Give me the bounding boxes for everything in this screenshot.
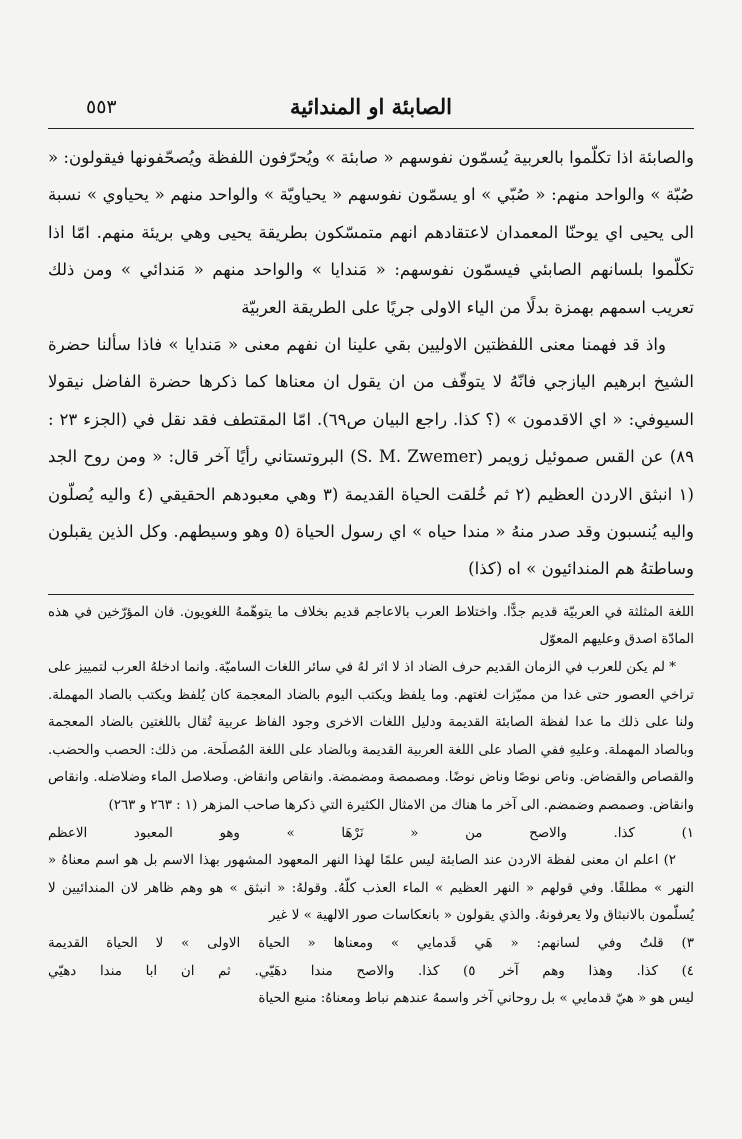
footnote-2: ٢) اعلم ان معنى لفظة الاردن عند الصابئة ليس علمًا لهذا النهر المعهود المشهور بهذا الاسم بل هو اسم معناهُ « النهر » مطلقًا. وفي قولهم « النهر العظيم » الماء العذب كلّهُ. وقولهُ: « انبثق » هو وهم ظاهر لان المندائيين لا يُسلّمون بالانبثاق ولا يعرفونهُ. والذي يقولون « بانعكاسات صور الالهية » لا غير: [48, 853, 694, 924]
footnotes: [48, 599, 694, 1013]
footnote-3: ٣) قلتُ وفي لسانهم: « هَي قَدمايي » ومعناها « الحياة الاولى » لا الحياة القديمة: [48, 936, 694, 951]
header-rule: [48, 128, 694, 129]
running-title: الصابئة او المندائية: [290, 94, 452, 119]
footnote-1: ١) كذا. والاصح من « نَرْهَا » وهو المعبود الاعظم: [48, 825, 694, 841]
main-text: [48, 139, 694, 588]
footnote-5-continued: ليس هو « هيّ قدمايي » بل روحاني آخر واسمهُ عندهم نباط ومعناهُ: منبع الحياة: [258, 991, 694, 1007]
footnotes-rule: [48, 594, 694, 595]
footnote-dad: * لم يكن للعرب في الزمان القديم حرف الضاد اذ لا اثر لهُ في سائر اللغات الساميّة. وانما ادخلهُ العرب لتمييز على تراخي العصور حتى غدا من مميّزات لغتهم. وما يلفظ ويكتب اليوم بالضاد المعجمة كان يُلفظ ويكتب بالصاد المهملة. ولنا على ذلك ما عدا لفظة الصابئة القديمة ودليل اللغات الاخرى وجود الفاظ عربية تُقال باللغتين بالضاد المعجمة وبالصاد المهملة. وعليهِ ففي الصاد على اللغة العربية القديمة وبالضاد على اللغة المُصلَحة. من ذلك: الحصب والحضب. والقصاص والقضاض. وناص نوصًا وناض نوضًا. ومصمصة ومضمضة. وانقاص وانقاض. وصلاصل الماء وضلاضله. وانقاص وانقاض. وصمصم وضمضم. الى آخر ما هناك من الامثال الكثيرة التي ذكرها صاحب المزهر (١ : ٢٦٣ و ٢٦٣): [48, 660, 694, 814]
footnote-continuation: اللغة المثلثة في العربيّة قديم جدًّا. واختلاط العرب بالاعاجم قديم بخلاف ما يتوهّمهُ اللغويون. فان المؤرّخين في هذه المادّة اصدق وعليهم المعوّل: [48, 604, 694, 648]
footnote-4-5: ٤) كذا. وهذا وهم آخر ٥) كذا. والاصح مندا دهَيّي. ثم ان ابا مندا دهيّي: [48, 963, 694, 979]
page-header: [48, 92, 694, 122]
page-number: ٥٥٣: [86, 96, 117, 118]
paragraph: واذ قد فهمنا معنى اللفظتين الاوليين بقي علينا ان نفهم معنى « مَندايا » فاذا سألنا حضرة الشيخ ابرهيم اليازجي فانّهُ لا يتوقّف من ان يقول ان معناها كما ذكرها حضرة الفاضل نيقولا السيوفي: « اي الاقدمون » (؟ كذا. راجع البيان ص٦٩). امّا المقتطف فقد نقل في (الجزء ٢٣ : ٨٩) عن القس صموئيل زويمر (S. M. Zwemer) البروتستاني رأيًا آخر قال: « ومن روح الجد (١ انبثق الاردن العظيم (٢ ثم خُلقت الحياة القديمة (٣ وهي معبودهم الحقيقي (٤ واليه يُصلّون واليه يُنسبون وقد صدر منهُ « مندا حياه » اي رسول الحياة (٥ وهو وسيطهم. وكل الذين يقبلون وساطتهُ هم المندائيون » اه (كذا): [48, 335, 695, 579]
paragraph: والصابئة اذا تكلّموا بالعربية يُسمّون نفوسهم « صابئة » ويُحرّفون اللفظة ويُصحّفونها فيقولون: « صُبّة » والواحد منهم: « صُبّي » او يسمّون نفوسهم « يحياويّة » والواحد منهم « يحياوي » نسبة الى يحيى اي يوحنّا المعمدان لاعتقادهم انهم متمسّكون بطريقة يحيى وهي بريئة منهم. امّا اذا تكلّموا بلسانهم الصابئي فيسمّون نفوسهم: « مَندايا » والواحد منهم « مَندائي » ومن ذلك تعريب اسمهم بهمزة بدلًا من الياء الاولى جريًا على الطريقة العربيّة: [48, 148, 694, 317]
